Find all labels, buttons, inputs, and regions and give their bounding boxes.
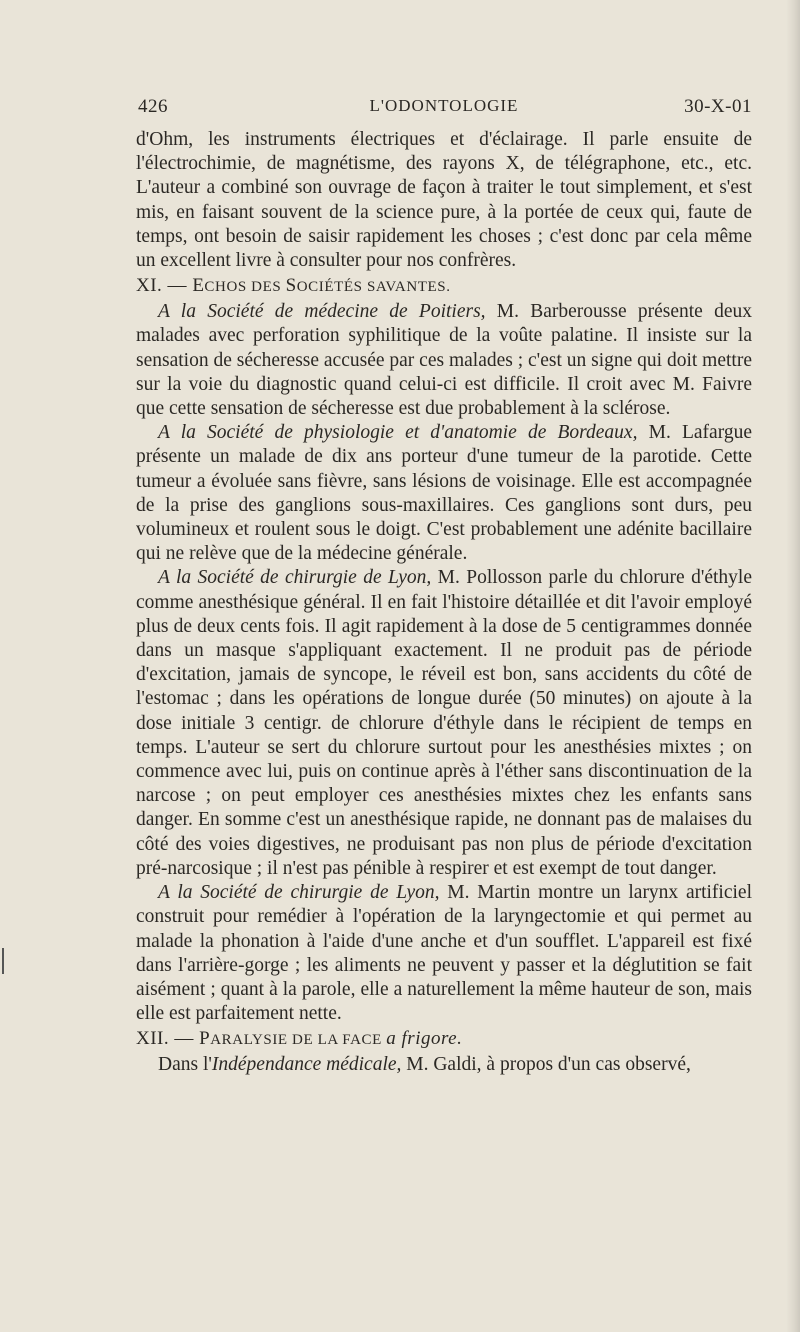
page-number: 426: [138, 96, 168, 117]
society-name: A la Société de physiologie et d'anatomie de Bordeaux,: [158, 422, 638, 444]
paragraph-text: M. Martin montre un larynx artificiel construit pour remédier à l'opération de la laryngectomie et qui permet au malade la phonation à l'aide d'une anche et d'un soufflet. L'appareil est fixé dans l'arrière-gorge ; les aliments ne peuvent y passer et la déglutition se fait aisément ; quant à la parole, elle a naturellement la même hauteur de son, mais elle est parfaitement nette.: [136, 882, 752, 1025]
paragraph-lyon-martin: [136, 881, 752, 1026]
paragraph-bordeaux: [136, 421, 752, 566]
paragraph-text: M. Pollosson parle du chlorure d'éthyle comme anesthésique général. Il en fait l'histoire détaillée et dit l'avoir employé plus de deux cents fois. Il agit rapidement à la dose de 5 centigrammes donnée dans un masque s'appliquant exactement. Il ne produit pas de période d'excitation, jamais de syncope, le réveil est bon, sans accidents du côté de l'estomac ; dans les opérations de longue durée (50 minutes) on ajoute à la dose initiale 3 centigr. de chlorure d'éthyle dans le récipient de temps en temps. L'auteur se sert du chlorure surtout pour les anesthésies mixtes ; on commence avec lui, puis on continue après à l'éther sans discontinuation de la narcose ; on peut employer ces anesthésies mixtes chez les enfants sans danger. En somme c'est un anesthésique rapide, ne donnant pas de malaises du côté des voies digestives, ne produisant pas non plus de période d'excitation pré-narcosique ; il n'est pas pénible à respirer et est exempt de tout danger.: [136, 567, 752, 879]
paragraph-lyon-pollosson: [136, 566, 752, 881]
paragraph-text: M. Galdi, à propos d'un cas observé,: [401, 1054, 691, 1076]
society-name: A la Société de chirurgie de Lyon,: [158, 882, 440, 904]
society-name: A la Société de médecine de Poitiers,: [158, 301, 486, 323]
margin-mark: [2, 948, 4, 974]
section-numeral: XI. —: [136, 275, 193, 297]
paragraph-text: M. Barberousse présente deux malades avec perforation syphilitique de la voûte palatine. Il insiste sur la sensation de sécheresse accusée par ces malades ; c'est un signe qui doit mettre sur la voie du diagnostic quand celui-ci est difficile. Il croit avec M. Faivre que cette sensation de sécheresse est due probablement à la sclérose.: [136, 301, 752, 420]
paragraph-text: M. Lafargue présente un malade de dix ans porteur d'une tumeur de la parotide. Cette tumeur a évoluée sans fièvre, sans lésions de voisinage. Elle est accompagnée de la prise des ganglions sous-maxillaires. Ces ganglions sont durs, peu volumineux et roulent sous le doigt. C'est probablement une adénite bacillaire qui ne relève que de la médecine générale.: [136, 422, 752, 565]
journal-name: Indépendance médicale,: [211, 1054, 402, 1076]
section-title-smallcaps: ARALYSIE DE LA FACE: [210, 1032, 387, 1049]
section-title-initial: E: [192, 275, 205, 297]
society-name: A la Société de chirurgie de Lyon,: [158, 567, 432, 589]
issue-date: 30-X-01: [684, 96, 752, 117]
section-numeral: XII. —: [136, 1028, 200, 1050]
paragraph-galdi: [136, 1053, 752, 1077]
section-heading-xii: [136, 1026, 752, 1053]
running-head: [136, 96, 752, 128]
paragraph-book-review: [136, 128, 752, 273]
article-body: [136, 128, 752, 1078]
page-edge-shadow: [786, 0, 800, 1332]
journal-title: L'ODONTOLOGIE: [369, 96, 519, 115]
section-title-smallcaps: OCIÉTÉS SAVANTES.: [296, 279, 451, 296]
section-title-smallcaps: CHOS DES: [204, 279, 286, 296]
section-title-initial: P: [199, 1028, 211, 1050]
page-text-column: [136, 96, 752, 1078]
section-title-initial: S: [285, 275, 297, 297]
paragraph-text: Dans l': [158, 1054, 212, 1076]
section-title-italic: a frigore.: [386, 1028, 463, 1050]
paragraph-poitiers: [136, 300, 752, 421]
paragraph-text: d'Ohm, les instruments électriques et d'éclairage. Il parle ensuite de l'électrochimie, de magnétisme, des rayons X, de télégraphone, etc., etc. L'auteur a combiné son ouvrage de façon à traiter le tout simplement, et s'est mis, en faisant souvent de la science pure, à la portée de ceux qui, faute de temps, ont besoin de saisir rapidement les choses ; c'est donc par cela même un excellent livre à consulter pour nos confrères.: [136, 129, 752, 272]
section-heading-xi: [136, 273, 752, 300]
